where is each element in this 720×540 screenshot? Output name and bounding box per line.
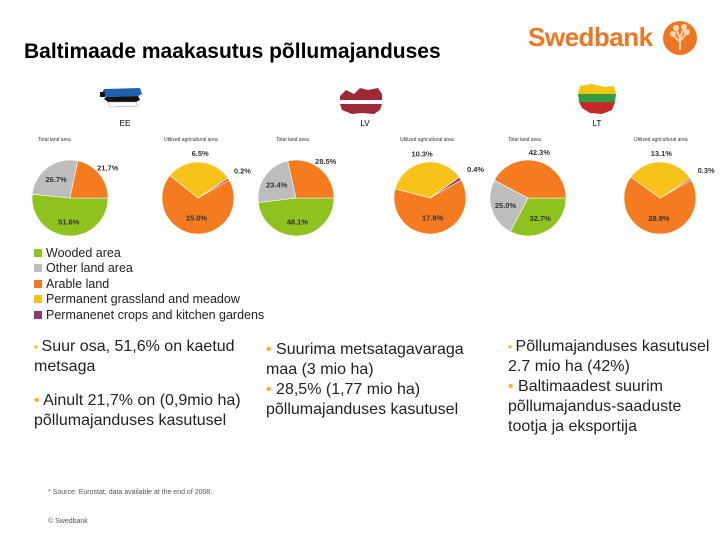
pie-label-ee-total-1: 26.7%	[45, 174, 67, 184]
legend-label: Permanenet crops and kitchen gardens	[46, 307, 265, 322]
pie-label-lv-agri-1: 10.3%	[411, 149, 433, 159]
pie-label-lt-total-2: 42.3%	[528, 147, 551, 157]
pie-subtitle-lv-agri: Utilized agricultural area	[400, 137, 454, 143]
bullet-item: • 28,5% (1,77 mio ha) põllumajanduses kasutusel	[266, 381, 459, 418]
pie-label-lt-total-1: 25.0%	[494, 200, 517, 210]
pie-label-ee-agri-0: 15.0%	[185, 213, 208, 223]
copyright: © Swedbank	[48, 518, 88, 525]
pie-subtitle-lv-total: Total land area	[276, 137, 309, 143]
pie-subtitle-ee-agri: Utilized agricultural area	[164, 137, 218, 143]
pie-label-lt-agri-0: 28.9%	[648, 213, 670, 223]
bullet-item: • Suurima metsatagavaraga maa (3 mio ha)	[266, 341, 464, 378]
swedbank-logo: Swedbank	[528, 22, 653, 52]
pie-charts	[0, 0, 720, 250]
bullet-col-lt	[508, 337, 713, 437]
source-note: * Source: Eurostat, data available at the end of 2008.	[48, 489, 213, 496]
bullet-col-lv	[266, 340, 478, 420]
legend-label: Permanent grassland and meadow	[46, 292, 240, 307]
country-code-lv: LV	[360, 119, 370, 128]
pie-label-lv-total-0: 48.1%	[286, 217, 309, 227]
legend-item	[34, 307, 264, 323]
pie-slice-ee-total-0	[32, 194, 108, 236]
pie-label-ee-total-0: 51.6%	[58, 217, 80, 227]
pie-subtitle-lt-agri: Utilized agricultural area	[634, 137, 688, 143]
pie-label-ee-agri-1: 6.5%	[191, 149, 209, 159]
country-code-ee: EE	[119, 119, 131, 128]
chart-legend	[34, 245, 264, 323]
slide-title: Baltimaade maakasutus põllumajanduses	[24, 40, 441, 63]
legend-label: Wooded area	[46, 245, 121, 260]
pie-label-lv-agri-2: 0.4%	[466, 164, 485, 174]
legend-swatch	[34, 249, 42, 257]
pie-label-lv-total-1: 23.4%	[266, 180, 288, 190]
country-code-lt: LT	[592, 119, 602, 128]
pie-label-ee-agri-2: 0.2%	[233, 166, 251, 176]
legend-item	[34, 245, 264, 261]
bullet-item: • Suur osa, 51,6% on kaetud metsaga	[34, 338, 235, 375]
legend-item	[34, 261, 264, 277]
pie-label-lv-total-2: 28.5%	[315, 156, 337, 166]
bullet-item: • Põllumajanduses kasutusel 2.7 mio ha (42%)	[508, 338, 710, 375]
pie-subtitle-ee-total: Total land area	[38, 137, 71, 143]
legend-label: Arable land	[46, 276, 110, 291]
legend-item	[34, 292, 264, 308]
bullet-col-ee	[34, 337, 254, 431]
bullet-item: • Baltimaadest suurim põllumajandus-saaduste tootja ja eksportija	[508, 378, 682, 435]
pie-label-lv-agri-0: 17.8%	[421, 213, 444, 223]
legend-swatch	[34, 295, 42, 303]
pie-label-lt-total-0: 32.7%	[529, 214, 551, 224]
pie-label-lt-agri-1: 13.1%	[650, 149, 672, 159]
pie-subtitle-lt-total: Total land area	[508, 137, 541, 143]
pie-label-ee-total-2: 21.7%	[97, 163, 119, 173]
bullet-item: • Ainult 21,7% on (0,9mio ha) põllumajanduses kasutusel	[34, 392, 241, 429]
pie-label-lt-agri-2: 0.3%	[697, 165, 715, 175]
legend-item	[34, 276, 264, 292]
legend-swatch	[34, 311, 42, 319]
legend-label: Other land area	[46, 261, 133, 276]
legend-swatch	[34, 280, 42, 288]
legend-swatch	[34, 264, 42, 272]
